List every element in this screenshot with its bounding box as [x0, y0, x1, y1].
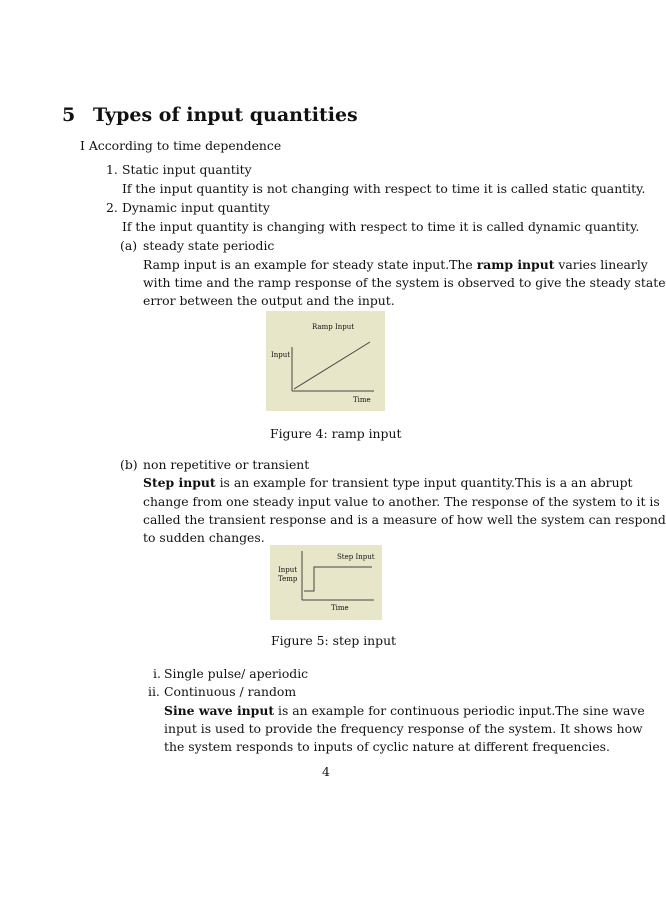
- ramp-figure-title: Ramp Input: [312, 323, 355, 331]
- subitem-ii-text: Continuous / random: [164, 684, 297, 699]
- item-1-description: If the input quantity is not changing with respect to time it is called static quantity.: [122, 181, 646, 196]
- ramp-figure-xlabel: Time: [353, 396, 371, 404]
- subitem-b-line-3: called the transient response and is a measure of how well the system can respond: [143, 512, 666, 527]
- step-line: [304, 567, 372, 591]
- subitem-ii-line-1: Sine wave input is an example for continuous periodic input.The sine wave: [164, 703, 645, 718]
- ramp-line: [294, 342, 370, 389]
- subitem-a-line-1: Ramp input is an example for steady state input.The ramp input varies linearly: [143, 257, 648, 272]
- section-title: Types of input quantities: [93, 104, 358, 126]
- step-figure-ylabel-2: Temp: [278, 575, 298, 583]
- ramp-input-term: ramp input: [476, 257, 555, 272]
- page-number: 4: [322, 764, 330, 779]
- item-2-description: If the input quantity is changing with respect to time it is called dynamic quantity.: [122, 219, 640, 234]
- step-input-term: Step input: [143, 475, 216, 490]
- section-number: 5: [62, 104, 76, 126]
- step-figure-title: Step Input: [337, 553, 375, 561]
- subitem-ii-line-2: input is used to provide the frequency response of the system. It shows how: [164, 721, 643, 736]
- figure-5-caption: Figure 5: step input: [271, 633, 397, 648]
- subitem-a-title: steady state periodic: [143, 238, 275, 253]
- item-1-title: Static input quantity: [122, 162, 252, 177]
- sine-wave-input-term: Sine wave input: [164, 703, 275, 718]
- subitem-b-label: (b): [120, 457, 138, 472]
- subitem-b-line-2: change from one steady input value to another. The response of the system to it is: [143, 494, 660, 509]
- part-heading: I According to time dependence: [80, 138, 282, 153]
- item-2-title: Dynamic input quantity: [122, 200, 270, 215]
- subitem-ii-label: ii.: [148, 684, 160, 699]
- step-figure-xlabel: Time: [331, 604, 349, 612]
- subitem-a-line-2: with time and the ramp response of the system is observed to give the steady state: [143, 275, 666, 290]
- subitem-ii-line-3: the system responds to inputs of cyclic nature at different frequencies.: [164, 739, 610, 754]
- ramp-input-figure: [266, 311, 385, 411]
- ramp-figure-ylabel: Input: [271, 351, 291, 359]
- figure-4-caption: Figure 4: ramp input: [270, 426, 402, 441]
- subitem-b-title: non repetitive or transient: [143, 457, 310, 472]
- item-2-number: 2.: [106, 200, 118, 215]
- step-figure-ylabel-1: Input: [278, 566, 298, 574]
- subitem-b-line-4: to sudden changes.: [143, 530, 265, 545]
- subitem-i-label: i.: [153, 666, 161, 681]
- subitem-b-line-1: Step input is an example for transient type input quantity.This is a an abrupt: [143, 475, 633, 490]
- subitem-a-label: (a): [120, 238, 138, 253]
- item-1-number: 1.: [106, 162, 118, 177]
- step-input-figure: [270, 545, 382, 620]
- subitem-a-line-3: error between the output and the input.: [143, 293, 395, 308]
- subitem-i-text: Single pulse/ aperiodic: [164, 666, 309, 681]
